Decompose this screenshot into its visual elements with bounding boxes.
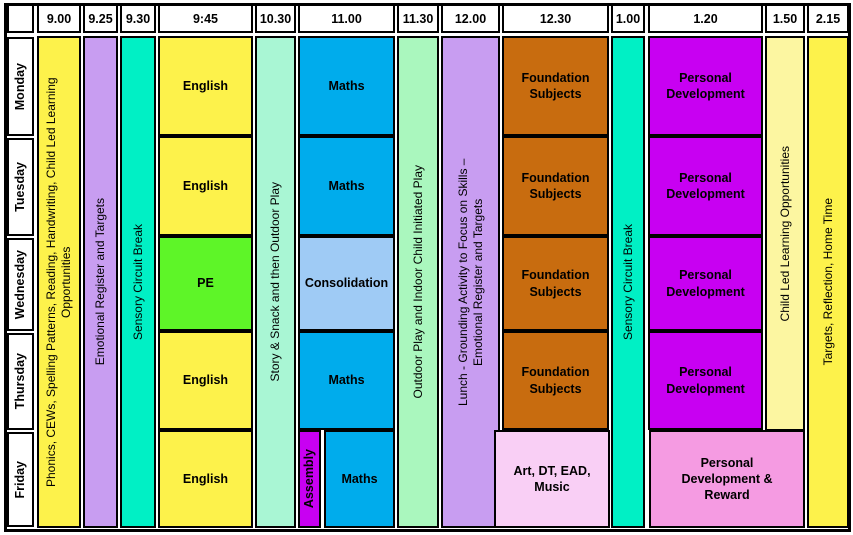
day-label-friday: Friday	[7, 432, 34, 527]
time-header-1-50: 1.50	[765, 4, 805, 33]
lesson-wednesday-personal-development: Personal Development	[648, 236, 763, 331]
day-label-monday: Monday	[7, 37, 34, 136]
lesson-thursday-maths: Maths	[298, 331, 395, 430]
column-sensory-circuit-am: Sensory Circuit Break	[120, 36, 156, 528]
lesson-monday-maths: Maths	[298, 36, 395, 136]
lesson-tuesday-foundation: Foundation Subjects	[502, 136, 609, 236]
column-targets-home: Targets, Reflection, Home Time	[807, 36, 849, 528]
time-header-11-30: 11.30	[397, 4, 439, 33]
time-header-10-30: 10.30	[255, 4, 296, 33]
day-label-tuesday: Tuesday	[7, 138, 34, 236]
column-emotional-register: Emotional Register and Targets	[83, 36, 118, 528]
lesson-tuesday-english: English	[158, 136, 253, 236]
column-child-led: Child Led Learning Opportunities	[765, 36, 805, 431]
day-label-wednesday: Wednesday	[7, 238, 34, 331]
lesson-wednesday-pe: PE	[158, 236, 253, 331]
time-header-9-25: 9.25	[83, 4, 118, 33]
lesson-friday-maths: Maths	[324, 430, 395, 528]
time-header-1-00: 1.00	[611, 4, 645, 33]
time-header-9-30: 9.30	[120, 4, 156, 33]
time-header-2-15: 2.15	[807, 4, 849, 33]
time-header-12-30: 12.30	[502, 4, 609, 33]
corner-cell	[7, 4, 34, 33]
time-header-9-45: 9:45	[158, 4, 253, 33]
lesson-thursday-foundation: Foundation Subjects	[502, 331, 609, 430]
lesson-monday-english: English	[158, 36, 253, 136]
time-header-12-00: 12.00	[441, 4, 500, 33]
lesson-thursday-english: English	[158, 331, 253, 430]
time-header-11-00: 11.00	[298, 4, 395, 33]
time-header-9-00: 9.00	[37, 4, 81, 33]
lesson-friday-art-dt-ead-music: Art, DT, EAD, Music	[494, 430, 610, 528]
day-label-thursday: Thursday	[7, 333, 34, 430]
column-sensory-circuit-pm: Sensory Circuit Break	[611, 36, 645, 528]
column-story-snack: Story & Snack and then Outdoor Play	[255, 36, 296, 528]
lesson-friday-assembly: Assembly	[298, 430, 321, 528]
time-header-1-20: 1.20	[648, 4, 763, 33]
lesson-wednesday-consolidation: Consolidation	[298, 236, 395, 331]
lesson-tuesday-personal-development: Personal Development	[648, 136, 763, 236]
lesson-monday-foundation: Foundation Subjects	[502, 36, 609, 136]
lesson-friday-personal-development-reward: Personal Development & Reward	[649, 430, 805, 528]
column-lunch: Lunch - Grounding Activity to Focus on Skills – Emotional Register and Targets	[441, 36, 500, 528]
lesson-wednesday-foundation: Foundation Subjects	[502, 236, 609, 331]
lesson-thursday-personal-development: Personal Development	[648, 331, 763, 430]
column-phonics: Phonics, CEWs, Spelling Patterns, Reading, Handwriting, Child Led Learning Opportunities	[37, 36, 81, 528]
lesson-friday-english: English	[158, 430, 253, 528]
column-outdoor-play: Outdoor Play and Indoor Child Initiated Play	[397, 36, 439, 528]
lesson-monday-personal-development: Personal Development	[648, 36, 763, 136]
lesson-tuesday-maths: Maths	[298, 136, 395, 236]
